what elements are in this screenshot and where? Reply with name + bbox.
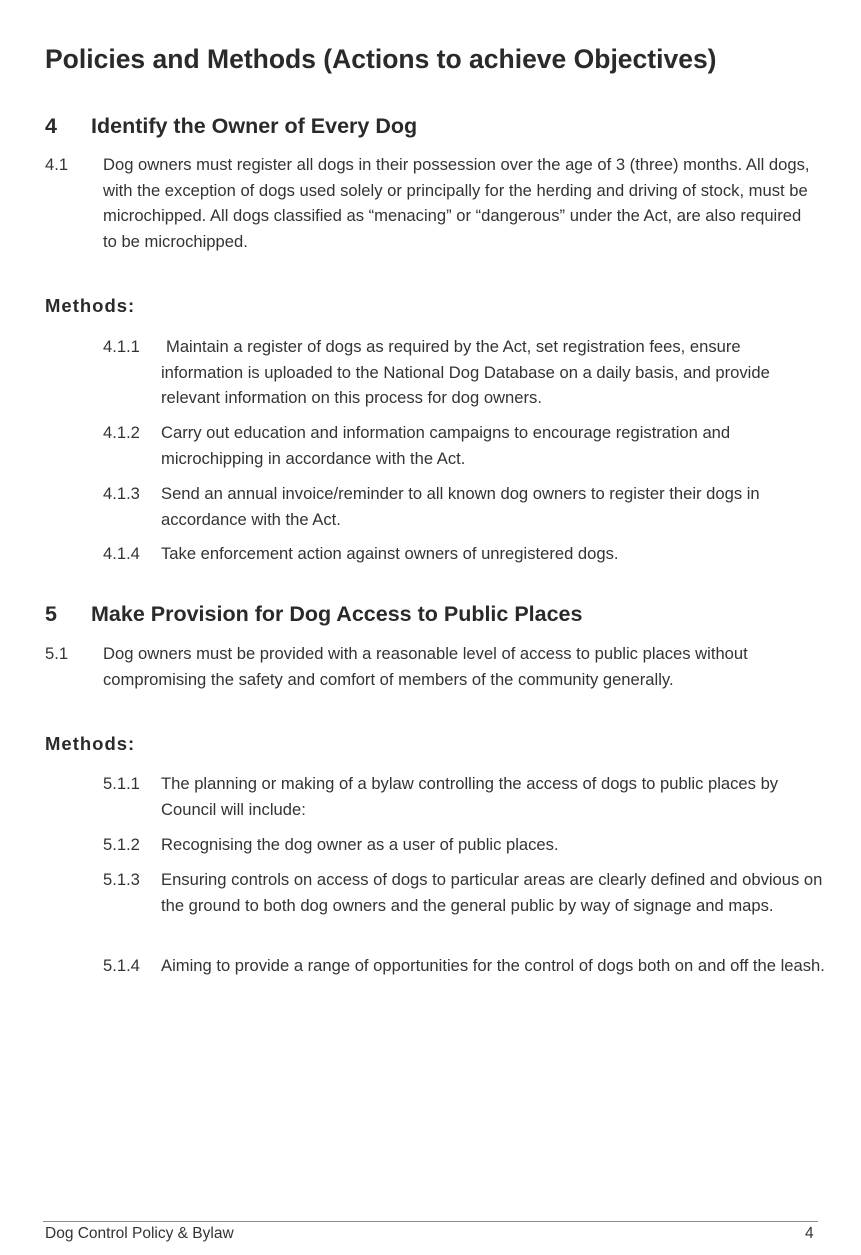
paragraph-text: Dog owners must be provided with a reasonable level of access to public places without compromising the safety and comfort of members of the community generally.: [103, 644, 748, 689]
paragraph-number: 5.1: [45, 644, 69, 663]
section-number: 4: [45, 114, 57, 138]
item-number: 5.1.1: [103, 774, 140, 793]
paragraph-number: 4.1: [45, 155, 69, 174]
item-text: Aiming to provide a range of opportunities for the control of dogs both on and off the leash.: [161, 956, 825, 975]
item-text: Take enforcement action against owners of unregistered dogs.: [161, 544, 619, 563]
paragraph-text: Dog owners must register all dogs in their possession over the age of 3 (three) months. All dogs, with the exception of dogs used solely or principally for the herding and driving of stock, must be microchipped. All dogs classified as “menacing” or “dangerous” under the Act, are also required to be microchipped.: [103, 155, 810, 252]
item-text: Carry out education and information campaigns to encourage registration and microchipping in accordance with the Act.: [161, 423, 731, 468]
methods-label: Methods:: [45, 733, 136, 754]
item-number: 5.1.3: [103, 870, 140, 889]
item-number: 4.1.4: [103, 544, 140, 563]
section-number: 5: [45, 602, 57, 626]
footer-document-title: Dog Control Policy & Bylaw: [45, 1225, 234, 1242]
page-title: Policies and Methods (Actions to achieve Objectives): [45, 44, 717, 74]
item-number: 5.1.4: [103, 956, 140, 975]
item-number: 5.1.2: [103, 835, 140, 854]
item-text: Send an annual invoice/reminder to all known dog owners to register their dogs in accordance with the Act.: [161, 484, 760, 529]
section-title: Identify the Owner of Every Dog: [91, 114, 418, 138]
item-text: Ensuring controls on access of dogs to particular areas are clearly defined and obvious on the ground to both dog owners and the general public by way of signage and maps.: [161, 870, 823, 915]
section-title: Make Provision for Dog Access to Public Places: [91, 602, 583, 626]
footer-divider: [43, 1221, 818, 1222]
item-number: 4.1.1: [103, 337, 140, 356]
item-number: 4.1.3: [103, 484, 140, 503]
methods-label: Methods:: [45, 295, 136, 316]
footer-page-number: 4: [805, 1225, 814, 1242]
item-text: Maintain a register of dogs as required by the Act, set registration fees, ensure information is uploaded to the National Dog Database on a daily basis, and provide relevant information on this process for dog owners.: [161, 337, 770, 408]
item-text: The planning or making of a bylaw controlling the access of dogs to public places by Council will include:: [161, 774, 779, 819]
item-number: 4.1.2: [103, 423, 140, 442]
item-text: Recognising the dog owner as a user of public places.: [161, 835, 559, 854]
